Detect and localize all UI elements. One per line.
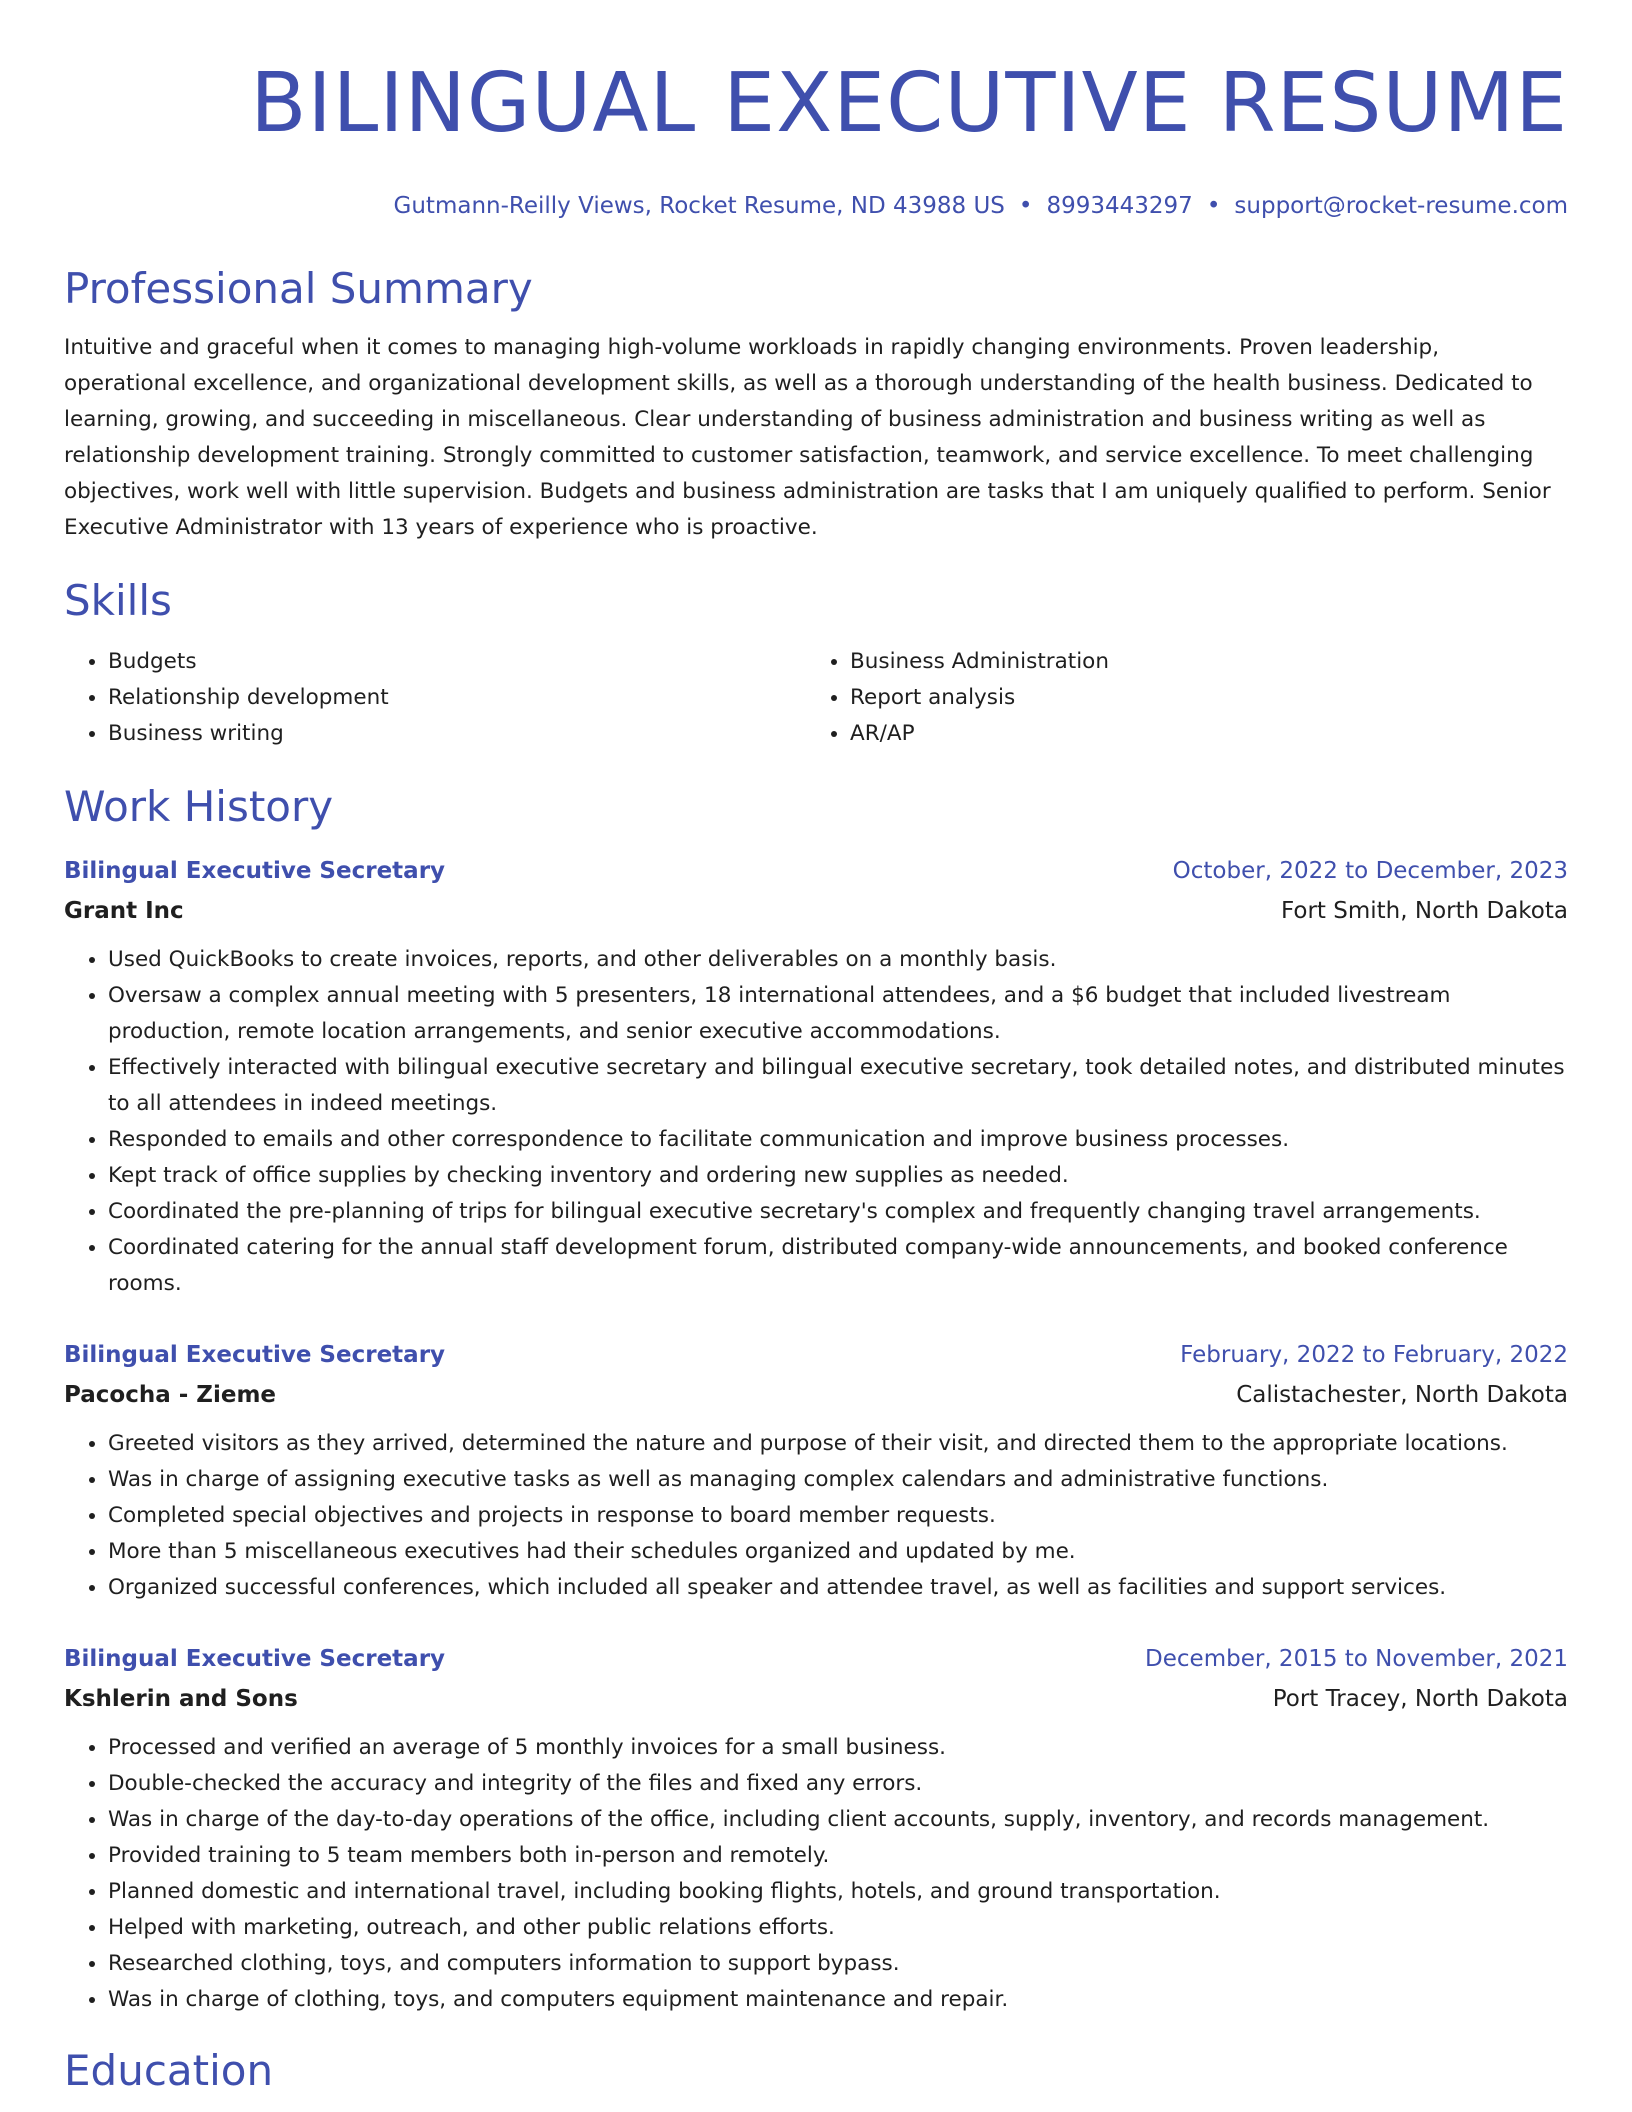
skills-column-right xyxy=(806,644,1548,752)
job-header-row xyxy=(64,854,1568,888)
job-company: Kshlerin and Sons xyxy=(64,1686,298,1712)
skill-item: • Budgets xyxy=(108,644,806,680)
summary-text: Intuitive and graceful when it comes to managing high-volume workloads in rapidly changing environments. Proven leadership, operational excellence, and organizational development skills, as well as a thorough understanding of the health business. Dedicated to learning, growing, and succeeding in miscellaneous. Clear understanding of business administration and business writing as well as relationship development training. Strongly committed to customer satisfaction, teamwork, and service excellence. To meet challenging objectives, work well with little supervision. Budgets and business administration are tasks that I am uniquely qualified to perform. Senior Executive Administrator with 13 years of experience who is proactive. xyxy=(64,335,1551,540)
job-bullets xyxy=(64,1730,1568,2018)
skill-item: • Report analysis xyxy=(850,680,1548,716)
job-bullet: • Double-checked the accuracy and integrity of the files and fixed any errors. xyxy=(108,1766,1568,1802)
job-dates: December, 2015 to November, 2021 xyxy=(1145,1646,1568,1672)
skills-list xyxy=(64,644,1568,752)
resume-page xyxy=(64,0,1568,2096)
job-title: Bilingual Executive Secretary xyxy=(64,858,446,884)
job-dates: October, 2022 to December, 2023 xyxy=(1172,858,1568,884)
contact-email: support@rocket-resume.com xyxy=(1234,193,1568,219)
skill-item: • Business Administration xyxy=(850,644,1548,680)
job-entry xyxy=(64,854,1568,1302)
job-entry xyxy=(64,1338,1568,1606)
job-bullet: • Organized successful conferences, which included all speaker and attendee travel, as well as facilities and support services. xyxy=(108,1570,1568,1606)
job-dates: February, 2022 to February, 2022 xyxy=(1180,1342,1568,1368)
job-entry xyxy=(64,1642,1568,2018)
job-company-row xyxy=(64,888,1568,928)
education-heading: Education xyxy=(64,2046,274,2095)
job-bullet: • Coordinated catering for the annual staff development forum, distributed company-wide announcements, and booked conference rooms. xyxy=(108,1230,1568,1302)
job-company: Pacocha - Zieme xyxy=(64,1382,277,1408)
skill-item: • Business writing xyxy=(108,716,806,752)
job-bullet: • Greeted visitors as they arrived, determined the nature and purpose of their visit, and directed them to the appropriate locations. xyxy=(108,1426,1568,1462)
contact-separator: • xyxy=(1018,193,1033,219)
job-location: Calistachester, North Dakota xyxy=(1236,1382,1568,1408)
job-bullet: • Effectively interacted with bilingual executive secretary and bilingual executive secretary, took detailed notes, and distributed minutes to all attendees in indeed meetings. xyxy=(108,1050,1568,1122)
job-bullet: • Was in charge of assigning executive tasks as well as managing complex calendars and administrative functions. xyxy=(108,1462,1568,1498)
work-history-heading: Work History xyxy=(64,782,334,831)
job-bullet: • Kept track of office supplies by checking inventory and ordering new supplies as needed. xyxy=(108,1158,1568,1194)
skills-heading: Skills xyxy=(64,576,172,625)
contact-address: Gutmann-Reilly Views, Rocket Resume, ND 43988 US xyxy=(393,193,1005,219)
job-bullet: • Oversaw a complex annual meeting with 5 presenters, 18 international attendees, and a $6 budget that included livestream production, remote location arrangements, and senior executive accommodations. xyxy=(108,978,1568,1050)
contact-line xyxy=(64,190,1568,222)
summary-heading: Professional Summary xyxy=(64,264,533,313)
job-bullet: • Coordinated the pre-planning of trips for bilingual executive secretary's complex and frequently changing travel arrangements. xyxy=(108,1194,1568,1230)
skill-item: • Relationship development xyxy=(108,680,806,716)
contact-phone: 8993443297 xyxy=(1046,193,1193,219)
job-bullet: • Responded to emails and other correspondence to facilitate communication and improve business processes. xyxy=(108,1122,1568,1158)
job-bullet: • Used QuickBooks to create invoices, reports, and other deliverables on a monthly basis. xyxy=(108,942,1568,978)
job-bullets xyxy=(64,1426,1568,1606)
job-bullet: • Completed special objectives and projects in response to board member requests. xyxy=(108,1498,1568,1534)
job-bullet: • Planned domestic and international travel, including booking flights, hotels, and ground transportation. xyxy=(108,1874,1568,1910)
job-bullet: • Was in charge of the day-to-day operations of the office, including client accounts, supply, inventory, and records management. xyxy=(108,1802,1568,1838)
job-company: Grant Inc xyxy=(64,898,184,924)
job-location: Fort Smith, North Dakota xyxy=(1280,898,1568,924)
job-bullet: • More than 5 miscellaneous executives had their schedules organized and updated by me. xyxy=(108,1534,1568,1570)
job-header-row xyxy=(64,1642,1568,1676)
contact-separator: • xyxy=(1206,193,1221,219)
job-location: Port Tracey, North Dakota xyxy=(1272,1686,1568,1712)
skills-column-left xyxy=(64,644,806,752)
job-bullets xyxy=(64,942,1568,1302)
job-bullet: • Researched clothing, toys, and computers information to support bypass. xyxy=(108,1946,1568,1982)
job-bullet: • Processed and verified an average of 5 monthly invoices for a small business. xyxy=(108,1730,1568,1766)
job-title: Bilingual Executive Secretary xyxy=(64,1646,446,1672)
job-title: Bilingual Executive Secretary xyxy=(64,1342,446,1368)
job-company-row xyxy=(64,1372,1568,1412)
job-bullet: • Was in charge of clothing, toys, and computers equipment maintenance and repair. xyxy=(108,1982,1568,2018)
job-company-row xyxy=(64,1676,1568,1716)
job-header-row xyxy=(64,1338,1568,1372)
skill-item: • AR/AP xyxy=(850,716,1548,752)
job-bullet: • Helped with marketing, outreach, and other public relations efforts. xyxy=(108,1910,1568,1946)
resume-name: BILINGUAL EXECUTIVE RESUME xyxy=(250,56,1568,151)
job-bullet: • Provided training to 5 team members both in-person and remotely. xyxy=(108,1838,1568,1874)
